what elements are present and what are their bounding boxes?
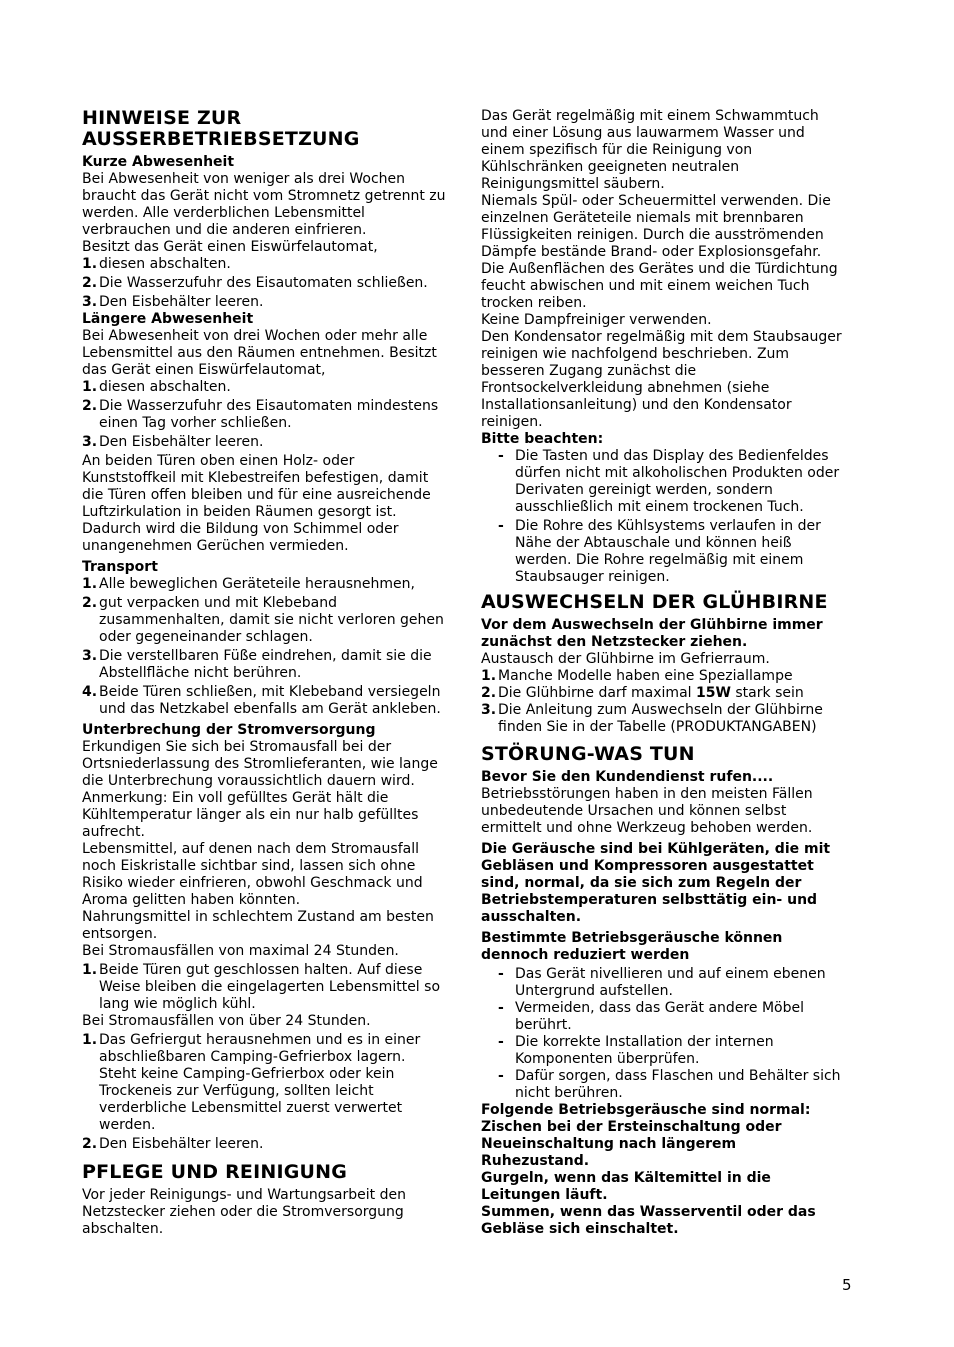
- paragraph: Die Außenflächen des Gerätes und die Türdichtung feucht abwischen und mit einem weichen Tuch trocken reiben.: [481, 261, 838, 311]
- list-item: 1. Beide Türen gut geschlossen halten. Auf diese Weise bleiben die eingelagerten Lebensmittel so lang wie möglich kühl.: [82, 962, 441, 1012]
- list-item: - Die Rohre des Kühlsystems verlaufen in der Nähe der Abtauschale und können heiß werden. Die Rohre regelmäßig mit einem Staubsauger reinigen.: [498, 518, 849, 586]
- warning-text: Vor dem Auswechseln der Glühbirne immer zunächst den Netzstecker ziehen.: [481, 617, 823, 650]
- list-item: - Dafür sorgen, dass Flaschen und Behälter sich nicht berühren.: [498, 1068, 849, 1102]
- paragraph: Besitzt das Gerät einen Eiswürfelautomat,: [82, 239, 378, 255]
- list-item: - Vermeiden, dass das Gerät andere Möbel berührt.: [498, 1000, 849, 1034]
- paragraph: Lebensmittel, auf denen nach dem Stromausfall noch Eiskristalle sichtbar sind, lassen sich ohne Risiko wieder einfrieren, obwohl Geschmack und Aroma gelitten haben könnten.: [82, 841, 423, 908]
- list-item: 1. diesen abschalten.: [82, 256, 231, 272]
- dash-list: [481, 966, 849, 1102]
- list-item: - Die korrekte Installation der internen Komponenten überprüfen.: [498, 1034, 849, 1068]
- bold-text: Bestimmte Betriebsgeräusche können dennoch reduziert werden: [481, 930, 783, 963]
- subheading-bitte-beachten: Bitte beachten:: [481, 431, 604, 447]
- list-item: 2. Die Wasserzufuhr des Eisautomaten mindestens einen Tag vorher schließen.: [82, 398, 439, 431]
- bold-text: Bevor Sie den Kundendienst rufen....: [481, 769, 774, 785]
- paragraph: Anmerkung: Ein voll gefülltes Gerät hält die Kühltemperatur länger als ein nur halb gefülltes aufrecht.: [82, 790, 419, 840]
- list-item: 2. Den Eisbehälter leeren.: [82, 1136, 264, 1152]
- list-item: 1. Manche Modelle haben eine Speziallampe: [481, 668, 793, 684]
- heading-stoerung: STÖRUNG-WAS TUN: [481, 743, 695, 765]
- right-column: [481, 108, 849, 1238]
- list-item: 2. gut verpacken und mit Klebeband zusammenhalten, damit sie nicht verloren gehen oder gegeneinander schlagen.: [82, 595, 444, 645]
- list-item: - Die Tasten und das Display des Bedienfeldes dürfen nicht mit alkoholischen Produkten oder Derivaten gereinigt werden, sondern ausschließlich mit einem trockenen Tuch.: [498, 448, 849, 516]
- heading-ausserbetriebsetzung: HINWEISE ZUR AUSSERBETRIEBSETZUNG: [82, 107, 360, 150]
- paragraph: Niemals Spül- oder Scheuermittel verwenden. Die einzelnen Geräteteile niemals mit brennbaren Flüssigkeiten reinigen. Durch die ausströmenden Dämpfe bestände Brand- oder Explosionsgefahr.: [481, 193, 831, 260]
- paragraph: Bei Stromausfällen von maximal 24 Stunden.: [82, 943, 399, 959]
- bold-text: Die Geräusche sind bei Kühlgeräten, die mit Gebläsen und Kompressoren ausgestattet sind, normal, da sie sich zum Regeln der Betriebstemperaturen selbsttätig ein- und ausschalten.: [481, 841, 831, 925]
- paragraph: Das Gerät regelmäßig mit einem Schwammtuch und einer Lösung aus lauwarmem Wasser und einem spezifisch für die Reinigung von Kühlschränken geeigneten neutralen Reinigungsmittel säubern.: [481, 108, 819, 192]
- list-item: - Das Gerät nivellieren und auf einem ebenen Untergrund aufstellen.: [498, 966, 849, 1000]
- subheading-stromversorgung: Unterbrechung der Stromversorgung: [82, 722, 376, 738]
- heading-pflege-reinigung: PFLEGE UND REINIGUNG: [82, 1161, 348, 1183]
- numbered-list: [82, 576, 447, 718]
- list-item: 2. Die Wasserzufuhr des Eisautomaten schließen.: [82, 275, 428, 291]
- list-item: 3. Den Eisbehälter leeren.: [82, 294, 264, 310]
- bold-text: Summen, wenn das Wasserventil oder das Gebläse sich einschaltet.: [481, 1204, 816, 1237]
- subheading-kurze-abwesenheit: Kurze Abwesenheit: [82, 154, 235, 170]
- list-item: 1. diesen abschalten.: [82, 379, 231, 395]
- paragraph: Den Kondensator regelmäßig mit dem Staubsauger reinigen wie nachfolgend beschrieben. Zum besseren Zugang zunächst die Frontsockelverkleidung abnehmen (siehe Installationsanleitung) und den Kondensator reinigen.: [481, 329, 842, 430]
- list-item: 1. Das Gefriergut herausnehmen und es in einer abschließbaren Camping-Gefrierbox lagern. Steht keine Camping-Gefrierbox oder kein Trockeneis zur Verfügung, sollten leicht verderbliche Lebensmittel zuerst verwertet werden.: [82, 1032, 421, 1133]
- paragraph: Betriebsstörungen haben in den meisten Fällen unbedeutende Ursachen und können selbst ermittelt und ohne Werkzeug behoben werden.: [481, 786, 813, 836]
- list-item: 1. Alle beweglichen Geräteteile herausnehmen,: [82, 576, 415, 592]
- paragraph: Erkundigen Sie sich bei Stromausfall bei der Ortsniederlassung des Stromlieferanten, wie lange die Unterbrechung voraussichtlich dauern wird.: [82, 739, 438, 789]
- bold-text: Folgende Betriebsgeräusche sind normal: Zischen bei der Ersteinschaltung oder Neueinschaltung nach längerem Ruhezustand.: [481, 1102, 811, 1169]
- heading-gluehbirne: AUSWECHSELN DER GLÜHBIRNE: [481, 591, 828, 613]
- numbered-list: [82, 256, 447, 311]
- list-item: 4. Beide Türen schließen, mit Klebeband versiegeln und das Netzkabel ebenfalls am Gerät ankleben.: [82, 684, 441, 717]
- paragraph: Vor jeder Reinigungs- und Wartungsarbeit den Netzstecker ziehen oder die Stromversorgung abschalten.: [82, 1187, 406, 1237]
- paragraph: Bei Abwesenheit von drei Wochen oder mehr alle Lebensmittel aus den Räumen entnehmen. Besitzt das Gerät einen Eiswürfelautomat,: [82, 328, 437, 378]
- subheading-laengere-abwesenheit: Längere Abwesenheit: [82, 311, 254, 327]
- list-item: 3. Die Anleitung zum Auswechseln der Glühbirne finden Sie in der Tabelle (PRODUKTANGABEN): [481, 702, 823, 735]
- left-column: [82, 108, 447, 1238]
- bold-text: Gurgeln, wenn das Kältemittel in die Leitungen läuft.: [481, 1170, 771, 1203]
- list-item: 2. Die Glühbirne darf maximal 15W stark sein: [481, 685, 804, 701]
- paragraph: Austausch der Glühbirne im Gefrierraum.: [481, 651, 770, 667]
- paragraph: Keine Dampfreiniger verwenden.: [481, 312, 712, 328]
- dash-list: [481, 448, 849, 586]
- numbered-list: [82, 379, 447, 451]
- list-item: 3. Die verstellbaren Füße eindrehen, damit sie die Abstellfläche nicht berühren.: [82, 648, 432, 681]
- subheading-transport: Transport: [82, 559, 158, 575]
- paragraph: Nahrungsmittel in schlechtem Zustand am besten entsorgen.: [82, 909, 434, 942]
- paragraph: Bei Stromausfällen von über 24 Stunden.: [82, 1013, 371, 1029]
- list-item: 3. Den Eisbehälter leeren.: [82, 434, 264, 450]
- numbered-list: [82, 1032, 447, 1153]
- paragraph: Bei Abwesenheit von weniger als drei Wochen braucht das Gerät nicht vom Stromnetz getrennt zu werden. Alle verderblichen Lebensmittel verbrauchen und die anderen einfrieren.: [82, 171, 446, 238]
- page-number: 5: [842, 1276, 852, 1294]
- paragraph: An beiden Türen oben einen Holz- oder Kunststoffkeil mit Klebestreifen befestigen, damit die Türen offen bleiben und für eine ausreichende Luftzirkulation in beiden Räumen gesorgt ist. Dadurch wird die Bildung von Schimmel oder unangenehmen Gerüchen vermieden.: [82, 453, 431, 554]
- numbered-list: [481, 668, 849, 736]
- numbered-list: [82, 962, 447, 1013]
